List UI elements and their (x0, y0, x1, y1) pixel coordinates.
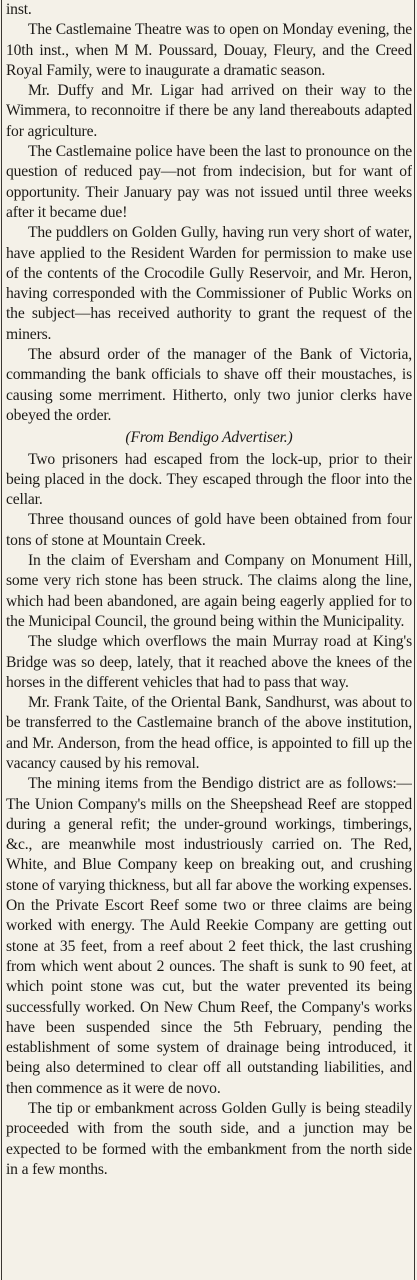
column-rule-right (414, 0, 415, 1280)
section-heading-bendigo-advertiser: (From Bendigo Advertiser.) (125, 429, 293, 447)
paragraph-sludge: The sludge which overflows the main Murray road at King's Bridge was so deep, lately, that it reached above the knees of the horses in the different vehicles that had to pass that way. (6, 633, 412, 691)
paragraph-embankment: The tip or embankment across Golden Gully is being steadily proceeded with from the south side, and a junction may be expected to be formed with the embankment from the north side in a few months. (6, 1100, 412, 1178)
paragraph-mining-items: The mining items from the Bendigo district are as follows:—The Union Company's mills on the Sheepshead Reef are stopped during a general refit; the under-ground workings, timberings, &c., are meanwhile most industriously carried on. The Red, White, and Blue Company keep on breaking out, and crushing stone of varying thickness, but all far above the working expenses. On the Private Escort Reef some two or three claims are being worked with energy. The Auld Reekie Company are getting out stone at 35 feet, from a reef about 2 feet thick, the last crushing from which went about 2 ounces. The shaft is sunk to 90 feet, at which point stone was cut, but the water prevented its being successfully worked. On New Chum Reef, the Company's works have been suspended since the 5th February, pending the establishment of some system of drainage being introduced, it being also determined to clear off all outstanding liabilities, and then commence as it were de novo. (6, 775, 412, 1097)
paragraph-bank-order: The absurd order of the manager of the Bank of Victoria, commanding the bank officials to shave off their moustaches, is causing some merriment. Hitherto, only two junior clerks have obeyed the order. (6, 346, 412, 424)
paragraph-castlemaine-theatre: The Castlemaine Theatre was to open on Monday evening, the 10th inst., when M M. Poussard, Douay, Fleury, and the Creed Royal Family, were to inaugurate a dramatic season. (6, 21, 412, 79)
paragraph-police-pay: The Castlemaine police have been the last to pronounce on the question of reduced pay—not from indecision, but for want of opportunity. Their January pay was not issued until three weeks after it became due! (6, 143, 412, 221)
paragraph-puddlers: The puddlers on Golden Gully, having run very short of water, have applied to the Resident Warden for permission to make use of the contents of the Crocodile Gully Reservoir, and Mr. Heron, having corresponded with the Commissioner of Public Works on the subject—has received authority to grant the request of the miners. (6, 224, 412, 343)
paragraph-eversham: In the claim of Eversham and Company on Monument Hill, some very rich stone has been struck. The claims along the line, which had been abandoned, are again being eagerly applied for to the Municipal Council, the ground being within the Municipality. (6, 552, 412, 630)
paragraph-wimmera: Mr. Duffy and Mr. Ligar had arrived on their way to the Wimmera, to reconnoitre if there be any land thereabouts adapted for agriculture. (6, 82, 412, 140)
newspaper-column (6, 0, 412, 1280)
paragraph-prisoners: Two prisoners had escaped from the lock-up, prior to their being placed in the dock. They escaped through the floor into the cellar. (6, 450, 412, 509)
paragraph-frank-taite: Mr. Frank Taite, of the Oriental Bank, Sandhurst, was about to be transferred to the Castlemaine branch of the above institution, and Mr. Anderson, from the head office, is appointed to fill up the vacancy caused by his removal. (6, 694, 412, 772)
paragraph-gold-ounces: Three thousand ounces of gold have been obtained from four tons of stone at Mountain Creek. (6, 511, 412, 549)
paragraph-continued: inst. (6, 1, 32, 18)
column-rule-left (1, 0, 2, 1280)
